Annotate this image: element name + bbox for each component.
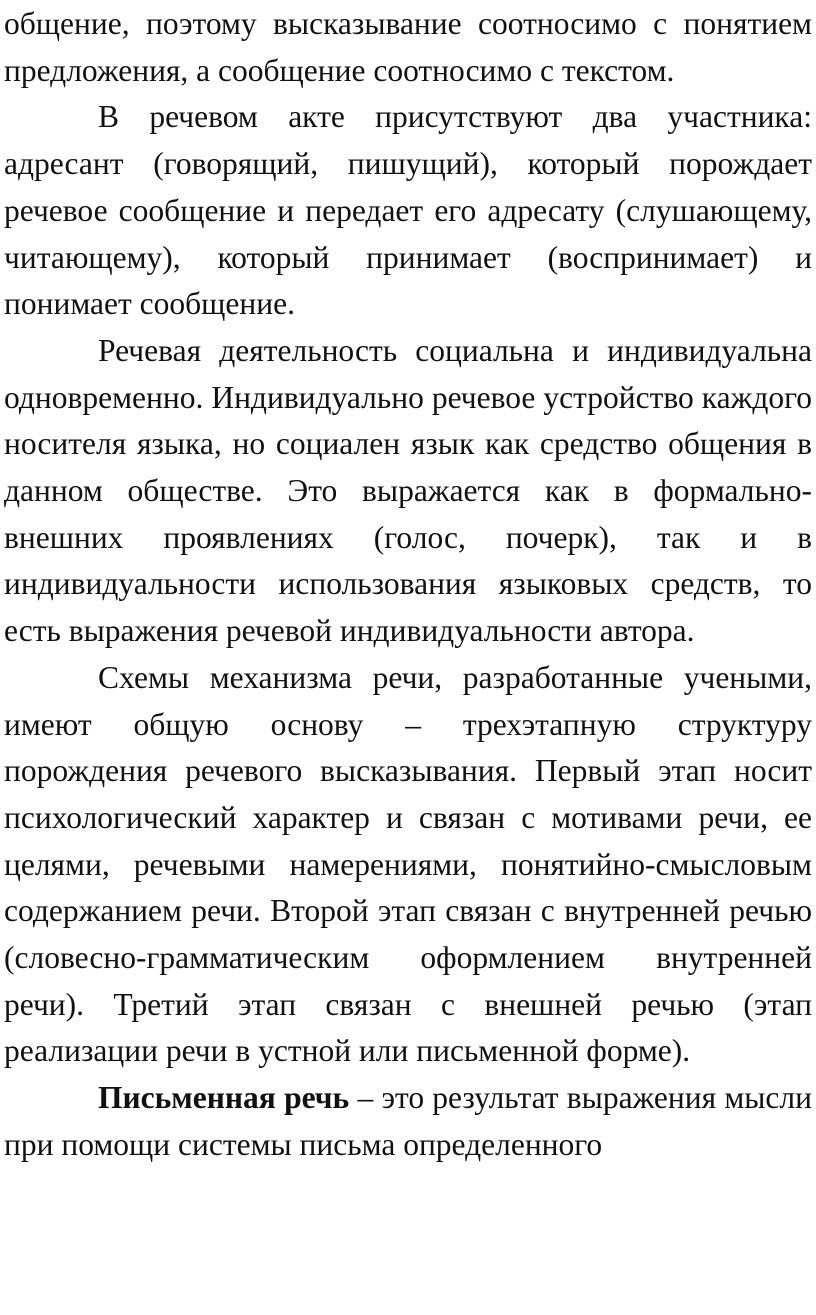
document-page (4, 1, 812, 1169)
term-bold: Письменная речь (98, 1080, 350, 1116)
paragraph: общение, поэтому высказывание соотносимо с понятием предложения, а сообщение соотносимо с текстом. (4, 6, 812, 88)
term-definition: – это результат выражения мысли при помощи системы письма определенного (4, 1080, 812, 1162)
paragraph (4, 1075, 812, 1168)
paragraph: Схемы механизма речи, разработанные учеными, имеют общую основу – трехэтапную структуру порождения речевого высказывания. Первый этап носит психологический характер и связан с мотивами речи, ее целями, речевыми намерениями, понятийно-смысловым содержанием речи. Второй этап связан с внутренней речью (словесно-грамматическим оформлением внутренней речи). Третий этап связан с внешней речью (этап реализации речи в устной или письменной форме). (4, 659, 812, 1069)
paragraph: Речевая деятельность социальна и индивидуальна одновременно. Индивидуально речевое устройство каждого носителя языка, но социален язык как средство общения в данном обществе. Это выражается как в формально-внешних проявлениях (голос, почерк), так и в индивидуальности использования языковых средств, то есть выражения речевой индивидуальности автора. (4, 332, 812, 649)
paragraph: В речевом акте присутствуют два участника: адресант (говорящий, пишущий), который порождает речевое сообщение и передает его адресату (слушающему, читающему), который принимает (воспринимает) и понимает сообщение. (4, 99, 812, 322)
